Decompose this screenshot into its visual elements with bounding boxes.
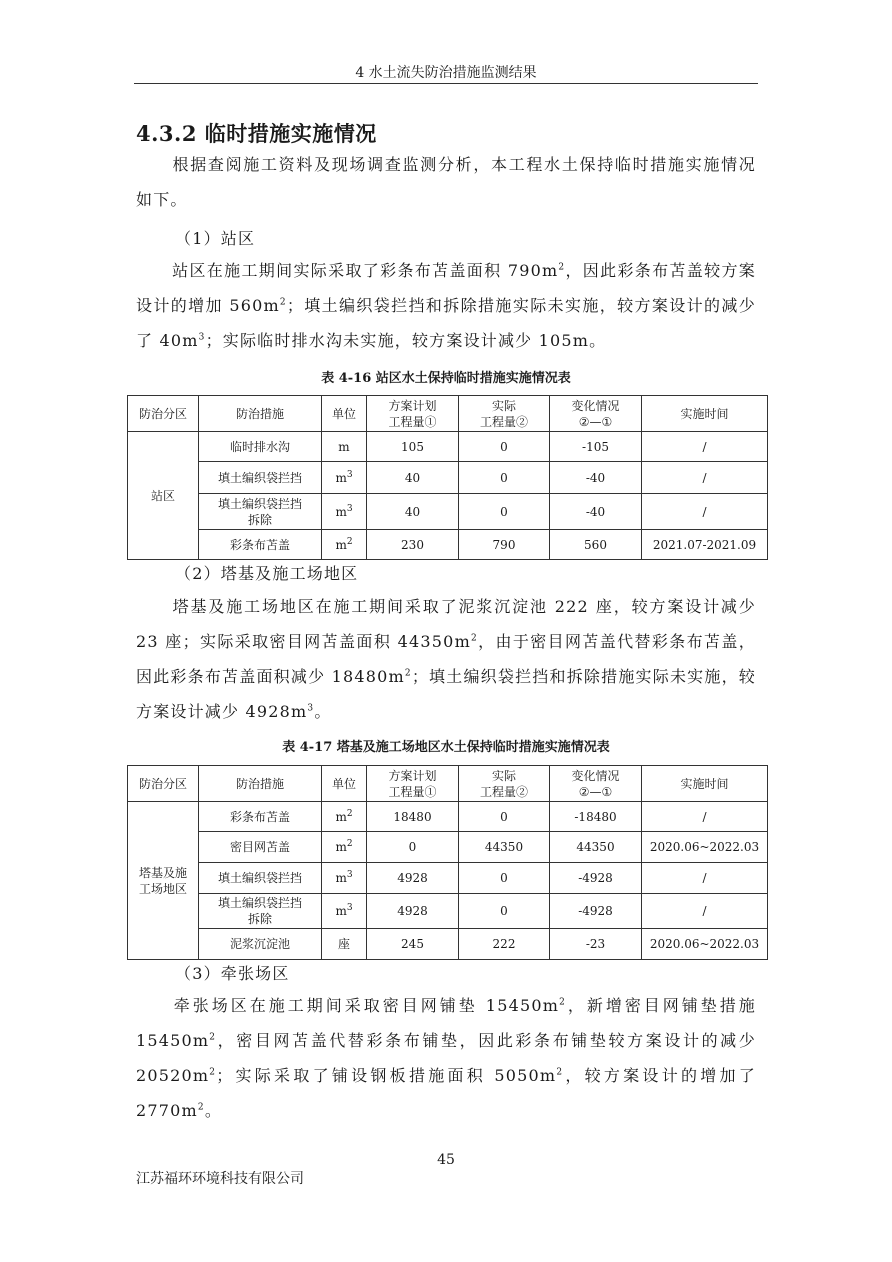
- column-header: 实际 工程量②: [459, 766, 550, 802]
- actual-quantity-cell: 0: [459, 894, 550, 929]
- change-cell: -23: [550, 929, 642, 960]
- actual-quantity-cell: 44350: [459, 832, 550, 863]
- superscript: 2: [279, 297, 287, 308]
- actual-quantity-cell: 0: [459, 802, 550, 832]
- unit-cell: $m^2$: [322, 802, 367, 832]
- planned-quantity-cell: 230: [367, 530, 459, 560]
- column-header: 防治分区: [128, 396, 199, 432]
- change-cell: -18480: [550, 802, 642, 832]
- measure-cell: 泥浆沉淀池: [199, 929, 322, 960]
- column-header: 防治措施: [199, 396, 322, 432]
- header-rule: [134, 83, 758, 84]
- unit-cell: $m^2$: [322, 832, 367, 863]
- column-header: 实施时间: [642, 396, 768, 432]
- implementation-time-cell: /: [642, 494, 768, 530]
- change-cell: -4928: [550, 894, 642, 929]
- zone-cell: 站区: [128, 432, 199, 560]
- planned-quantity-cell: 245: [367, 929, 459, 960]
- actual-quantity-cell: 222: [459, 929, 550, 960]
- section-title: 4.3.2 临时措施实施情况: [136, 121, 377, 146]
- unit-cell: $m^2$: [322, 530, 367, 560]
- column-header: 方案计划 工程量①: [367, 766, 459, 802]
- implementation-time-cell: 2021.07-2021.09: [642, 530, 768, 560]
- station-paragraph: 站区在施工期间实际采取了彩条布苫盖面积 $790m^2$，因此彩条布苫盖较方案设计的增加 $560m^2$；填土编织袋拦挡和拆除措施实际未实施，较方案设计的减少了 $40m^3$；实际临时排水沟未实施，较方案设计减少 105m。: [136, 261, 756, 350]
- change-cell: -40: [550, 494, 642, 530]
- change-cell: 560: [550, 530, 642, 560]
- column-header: 变化情况 ②—①: [550, 766, 642, 802]
- actual-quantity-cell: 790: [459, 530, 550, 560]
- table-row: [128, 802, 768, 832]
- zone-cell: 塔基及施 工场地区: [128, 802, 199, 960]
- unit-cell: $m^3$: [322, 863, 367, 894]
- measure-cell: 彩条布苫盖: [199, 530, 322, 560]
- superscript: 2: [404, 668, 412, 679]
- unit-cell: 座: [322, 929, 367, 960]
- planned-quantity-cell: 4928: [367, 863, 459, 894]
- measure-cell: 填土编织袋拦挡: [199, 863, 322, 894]
- intro-paragraph: [136, 147, 756, 217]
- planned-quantity-cell: 40: [367, 462, 459, 494]
- planned-quantity-cell: 40: [367, 494, 459, 530]
- superscript: 2: [558, 262, 566, 273]
- change-cell: -4928: [550, 863, 642, 894]
- actual-quantity-cell: 0: [459, 462, 550, 494]
- table-4-17-caption: 表 4-17 塔基及施工场地区水土保持临时措施实施情况表: [282, 740, 610, 755]
- implementation-time-cell: /: [642, 462, 768, 494]
- actual-quantity-cell: 0: [459, 432, 550, 462]
- superscript: 2: [209, 1032, 217, 1043]
- intro-text: 根据查阅施工资料及现场调查监测分析，本工程水土保持临时措施实施情况如下。: [136, 155, 756, 209]
- column-header: 防治分区: [128, 766, 199, 802]
- table-row: [128, 494, 768, 530]
- table-row: [128, 929, 768, 960]
- implementation-time-cell: /: [642, 432, 768, 462]
- table-header-row: [128, 396, 768, 432]
- implementation-time-cell: 2020.06~2022.03: [642, 832, 768, 863]
- measure-cell: 填土编织袋拦挡: [199, 462, 322, 494]
- unit-cell: m: [322, 432, 367, 462]
- superscript: 2: [197, 1102, 205, 1113]
- column-header: 方案计划 工程量①: [367, 396, 459, 432]
- planned-quantity-cell: 18480: [367, 802, 459, 832]
- change-cell: 44350: [550, 832, 642, 863]
- change-cell: -40: [550, 462, 642, 494]
- implementation-time-cell: /: [642, 802, 768, 832]
- unit-cell: $m^3$: [322, 494, 367, 530]
- tower-paragraph: 塔基及施工场地区在施工期间采取了泥浆沉淀池 222 座，较方案设计减少 23 座；实际采取密目网苫盖面积 $44350m^2$，由于密目网苫盖代替彩条布苫盖，因此彩条布苫盖面积减少 $18480m^2$；填土编织袋拦挡和拆除措施实际未实施，较方案设计减少 $4928m^3$。: [136, 597, 757, 721]
- table-row: [128, 832, 768, 863]
- measure-cell: 临时排水沟: [199, 432, 322, 462]
- change-cell: -105: [550, 432, 642, 462]
- running-header: 4 水土流失防治措施监测结果: [355, 65, 537, 81]
- column-header: 单位: [322, 396, 367, 432]
- page-number: 45: [437, 1152, 455, 1168]
- subheading-tower: （2）塔基及施工场地区: [175, 564, 359, 583]
- unit-cell: $m^3$: [322, 894, 367, 929]
- column-header: 防治措施: [199, 766, 322, 802]
- superscript: 3: [198, 332, 206, 343]
- implementation-time-cell: /: [642, 894, 768, 929]
- table-4-16: [127, 395, 768, 560]
- planned-quantity-cell: 105: [367, 432, 459, 462]
- column-header: 单位: [322, 766, 367, 802]
- measure-cell: 填土编织袋拦挡 拆除: [199, 894, 322, 929]
- table-row: [128, 432, 768, 462]
- table-header-row: [128, 766, 768, 802]
- planned-quantity-cell: 4928: [367, 894, 459, 929]
- table-4-17: [127, 765, 768, 960]
- subheading-station: （1）站区: [175, 229, 256, 248]
- table-row: [128, 894, 768, 929]
- table-row: [128, 462, 768, 494]
- table-row: [128, 530, 768, 560]
- tension-paragraph: 牵张场区在施工期间采取密目网铺垫 $15450m^2$，新增密目网铺垫措施 $15450m^2$，密目网苫盖代替彩条布铺垫，因此彩条布铺垫较方案设计的减少 $20520m^2$；实际采取了铺设钢板措施面积 $5050m^2$，较方案设计的增加了 $2770m^2$。: [136, 996, 756, 1120]
- company-name: 江苏福环环境科技有限公司: [136, 1171, 304, 1187]
- superscript: 2: [559, 997, 567, 1008]
- actual-quantity-cell: 0: [459, 863, 550, 894]
- measure-cell: 彩条布苫盖: [199, 802, 322, 832]
- superscript: 2: [556, 1067, 564, 1078]
- implementation-time-cell: 2020.06~2022.03: [642, 929, 768, 960]
- superscript: 2: [470, 633, 478, 644]
- planned-quantity-cell: 0: [367, 832, 459, 863]
- subheading-tension: （3）牵张场区: [175, 964, 290, 983]
- table-4-16-caption: 表 4-16 站区水土保持临时措施实施情况表: [321, 371, 571, 386]
- actual-quantity-cell: 0: [459, 494, 550, 530]
- column-header: 实施时间: [642, 766, 768, 802]
- table-row: [128, 863, 768, 894]
- superscript: 3: [307, 703, 315, 714]
- unit-cell: $m^3$: [322, 462, 367, 494]
- column-header: 实际 工程量②: [459, 396, 550, 432]
- measure-cell: 密目网苫盖: [199, 832, 322, 863]
- column-header: 变化情况 ②—①: [550, 396, 642, 432]
- measure-cell: 填土编织袋拦挡 拆除: [199, 494, 322, 530]
- implementation-time-cell: /: [642, 863, 768, 894]
- superscript: 2: [209, 1067, 217, 1078]
